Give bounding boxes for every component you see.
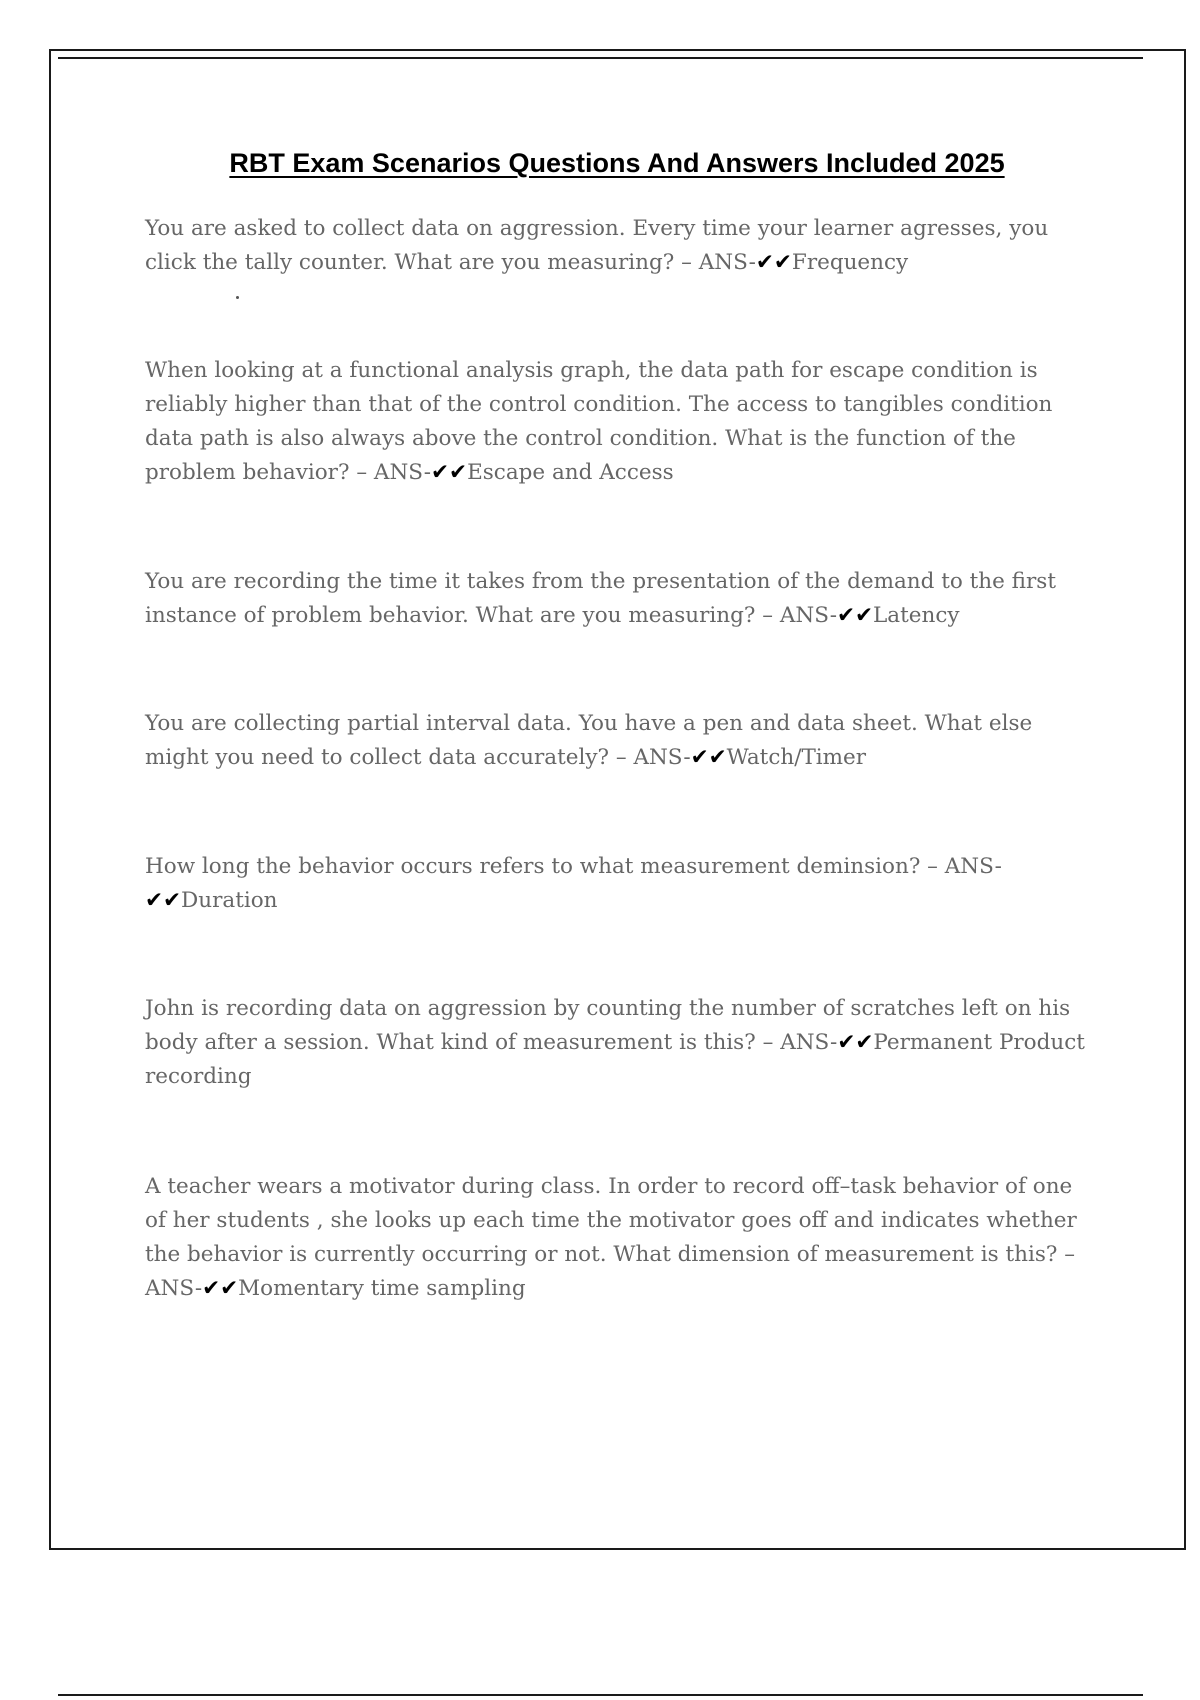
bottom-rule: [58, 1694, 1143, 1696]
question-text: How long the behavior occurs refers to what measurement deminsion? –: [145, 854, 938, 879]
qa-item-4: [145, 707, 1090, 775]
check-icon: ✔✔: [836, 603, 874, 628]
qa-item-2: [145, 354, 1090, 490]
ans-label: ANS-: [373, 460, 432, 485]
check-icon: ✔✔: [690, 745, 727, 770]
answer-text: Watch/Timer: [726, 745, 867, 770]
question-text: You are asked to collect data on aggression. Every time your learner agresses, you click the tally counter. What are you measuring? –: [145, 216, 1049, 275]
ans-label: ANS-: [145, 1276, 203, 1301]
check-icon: ✔✔: [431, 460, 468, 485]
check-icon: ✔✔: [202, 1276, 239, 1301]
check-icon: ✔✔: [837, 1030, 874, 1055]
qa-item-6: [145, 992, 1090, 1094]
ans-label: ANS-: [780, 1030, 838, 1055]
document-title: RBT Exam Scenarios Questions And Answers Included 2025: [229, 148, 1005, 178]
qa-item-1: [145, 212, 1090, 280]
answer-text: Duration: [181, 888, 278, 913]
question-text: John is recording data on aggression by counting the number of scratches left on his body after a session. What kind of measurement is this? –: [145, 996, 1071, 1055]
qa-item-3: [145, 565, 1090, 633]
question-text: You are recording the time it takes from the presentation of the demand to the first instance of problem behavior. What are you measuring? –: [145, 569, 1056, 628]
ans-label: ANS-: [698, 250, 756, 275]
stray-dot: [236, 296, 239, 299]
ans-label: ANS-: [944, 854, 1002, 879]
answer-text: Escape and Access: [467, 460, 674, 485]
ans-label: ANS-: [633, 745, 691, 770]
ans-label: ANS-: [779, 603, 837, 628]
answer-text: Permanent Product recording: [145, 1030, 1085, 1089]
check-icon: ✔✔: [755, 250, 792, 275]
answer-text: Latency: [873, 603, 960, 628]
qa-item-7: [145, 1170, 1090, 1306]
check-icon: ✔✔: [145, 888, 182, 913]
question-text: A teacher wears a motivator during class. In order to record off–task behavior of one of her students , she looks up each time the motivator goes off and indicates whether the behavior is currently occurring or not. What dimension of measurement is this? –: [145, 1174, 1077, 1267]
answer-text: Frequency: [791, 250, 909, 275]
question-text: When looking at a functional analysis graph, the data path for escape condition is reliably higher than that of the control condition. The access to tangibles condition data path is also always above the control condition. What is the function of the problem behavior? –: [145, 358, 1053, 485]
question-text: You are collecting partial interval data. You have a pen and data sheet. What else might you need to collect data accurately? –: [145, 711, 1033, 770]
answer-text: Momentary time sampling: [238, 1276, 526, 1301]
qa-item-5: [145, 850, 1090, 918]
